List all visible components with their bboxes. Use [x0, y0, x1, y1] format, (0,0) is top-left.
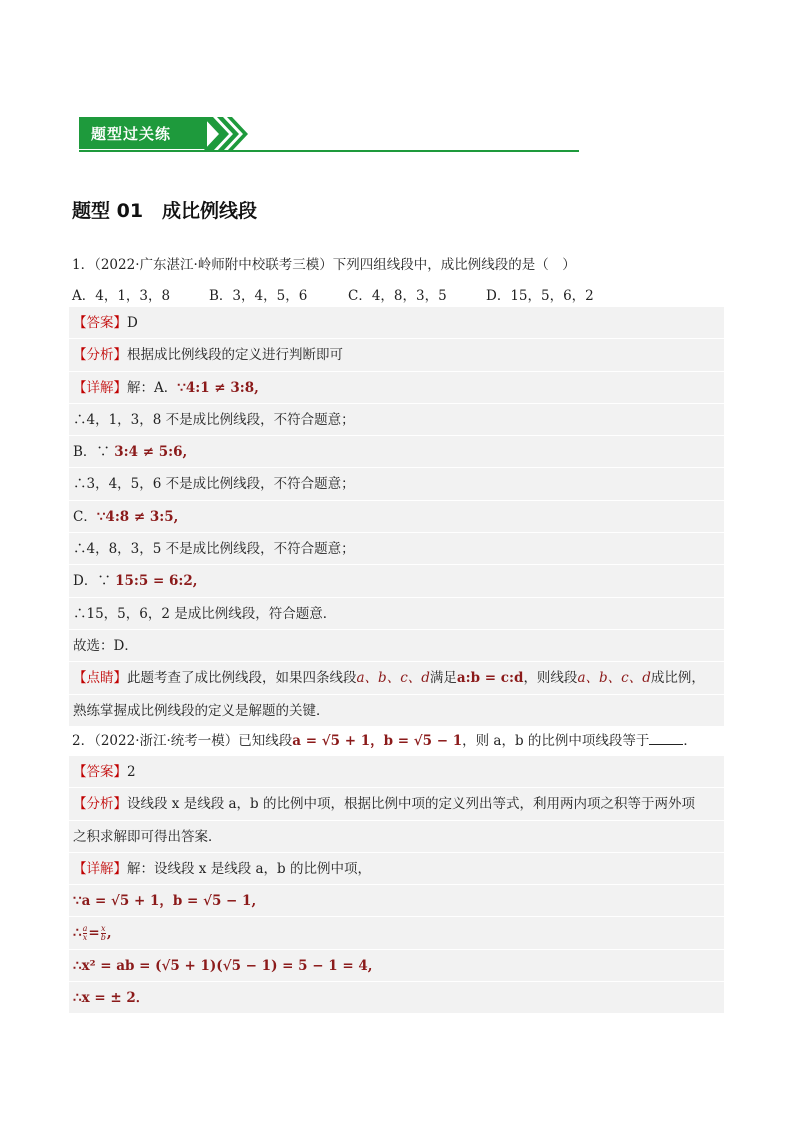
analysis-row-1: [69, 788, 724, 820]
detail-text: 解：A．: [127, 379, 178, 396]
comment-vars-2: a、b、c、d: [577, 670, 651, 687]
detail-math: 15:5 = 6:2,: [115, 573, 198, 590]
answer-tag: 【答案】: [73, 315, 127, 331]
detail-math: ∵4:8 ≠ 3:5,: [96, 508, 179, 525]
option-a: A．4，1，3，8: [72, 288, 171, 304]
therefore-symbol: ∴: [73, 925, 82, 942]
question-1-stem: 1．（2022·广东湛江·岭师附中校联考三模）下列四组线段中，成比例线段的是（ ）: [72, 257, 576, 273]
detail-math: 3:4 ≠ 5:6,: [114, 444, 188, 461]
option-d: D．15，5，6，2: [486, 288, 594, 304]
detail-row-1: [69, 853, 724, 885]
question-2-math: a = √5 + 1，b = √5 − 1: [292, 733, 463, 749]
analysis-tag: 【分析】: [73, 347, 127, 364]
question-2-text: ．: [683, 733, 697, 749]
detail-row-5: [69, 501, 724, 533]
detail-math: ∵4:1 ≠ 3:8,: [177, 379, 259, 396]
detail-text: D．∵: [73, 573, 116, 590]
detail-row-8: ∴15，5，6，2 是成比例线段，符合题意．: [69, 598, 724, 630]
comment-row-1: [69, 662, 724, 694]
detail-row-7: [69, 565, 724, 597]
detail-math: ∴x = ± 2．: [73, 990, 150, 1007]
detail-row-1: [69, 372, 724, 404]
answer-value: 2: [127, 764, 136, 780]
comma: ,: [106, 925, 112, 942]
question-2-stem: [72, 729, 697, 749]
section-banner: [79, 117, 579, 153]
comment-math: a:b = c:d: [456, 670, 524, 687]
detail-tag: 【详解】: [73, 860, 127, 877]
answer-row: [69, 756, 724, 788]
banner-label: 题型过关练: [91, 125, 172, 143]
fraction-denominator: b: [100, 933, 106, 943]
analysis-text: 根据成比例线段的定义进行判断即可: [127, 347, 343, 364]
question-2-text: ，则 a，b 的比例中项线段等于: [462, 733, 650, 749]
fraction-numerator: a: [82, 924, 88, 934]
answer-row: [69, 307, 724, 339]
analysis-text: 设线段 x 是线段 a，b 的比例中项，根据比例中项的定义列出等式，利用两内项之积等于两外项: [127, 796, 695, 813]
analysis-row-2: 之积求解即可得出答案．: [69, 821, 724, 853]
analysis-row: [69, 339, 724, 371]
fraction-denominator: x: [82, 933, 88, 943]
detail-row-4: [69, 950, 724, 982]
banner-underline: [79, 150, 579, 152]
analysis-tag: 【分析】: [73, 796, 127, 813]
banner-stripes-icon: [203, 117, 251, 151]
fraction-numerator: x: [100, 924, 106, 934]
detail-row-4: ∴3，4，5，6 不是成比例线段，不符合题意；: [69, 468, 724, 500]
option-b: B．3，4，5，6: [209, 288, 308, 304]
option-c: C．4，8，3，5: [348, 288, 447, 304]
detail-row-3: [69, 917, 724, 949]
detail-tag: 【详解】: [73, 379, 127, 396]
detail-row-9: 故选：D．: [69, 630, 724, 662]
answer-blank: [649, 732, 683, 745]
detail-row-3: [69, 436, 724, 468]
answer-value: D: [127, 315, 138, 331]
comment-tag: 【点睛】: [73, 670, 127, 687]
equals-sign: =: [88, 925, 100, 942]
detail-text: B．∵: [73, 444, 115, 461]
question-2-text: 2．（2022·浙江·统考一模）已知线段: [72, 733, 293, 749]
detail-math: ∴x² = ab = (√5 + 1)(√5 − 1) = 5 − 1 = 4,: [73, 957, 373, 974]
detail-row-2: ∴4，1，3，8 不是成比例线段，不符合题意；: [69, 404, 724, 436]
detail-row-6: ∴4，8，3，5 不是成比例线段，不符合题意；: [69, 533, 724, 565]
section-title: 题型 01 成比例线段: [72, 200, 258, 222]
question-1-solution: [69, 307, 724, 727]
comment-text: ，则线段: [523, 670, 578, 687]
comment-text: 满足: [429, 670, 457, 687]
question-2-solution: [69, 756, 724, 1014]
detail-row-2: [69, 885, 724, 917]
detail-text: 解：设线段 x 是线段 a，b 的比例中项，: [127, 860, 371, 877]
detail-row-5: [69, 982, 724, 1014]
comment-vars: a、b、c、d: [356, 670, 430, 687]
comment-text: 成比例，: [650, 670, 705, 687]
detail-math: ∵a = √5 + 1，b = √5 − 1,: [73, 893, 257, 910]
comment-row-2: 熟练掌握成比例线段的定义是解题的关键．: [69, 695, 724, 727]
fraction-a-over-x: [83, 925, 88, 942]
answer-tag: 【答案】: [73, 764, 127, 780]
detail-text: C．: [73, 508, 97, 525]
fraction-x-over-b: [101, 925, 106, 942]
comment-text: 此题考查了成比例线段，如果四条线段: [127, 670, 357, 687]
